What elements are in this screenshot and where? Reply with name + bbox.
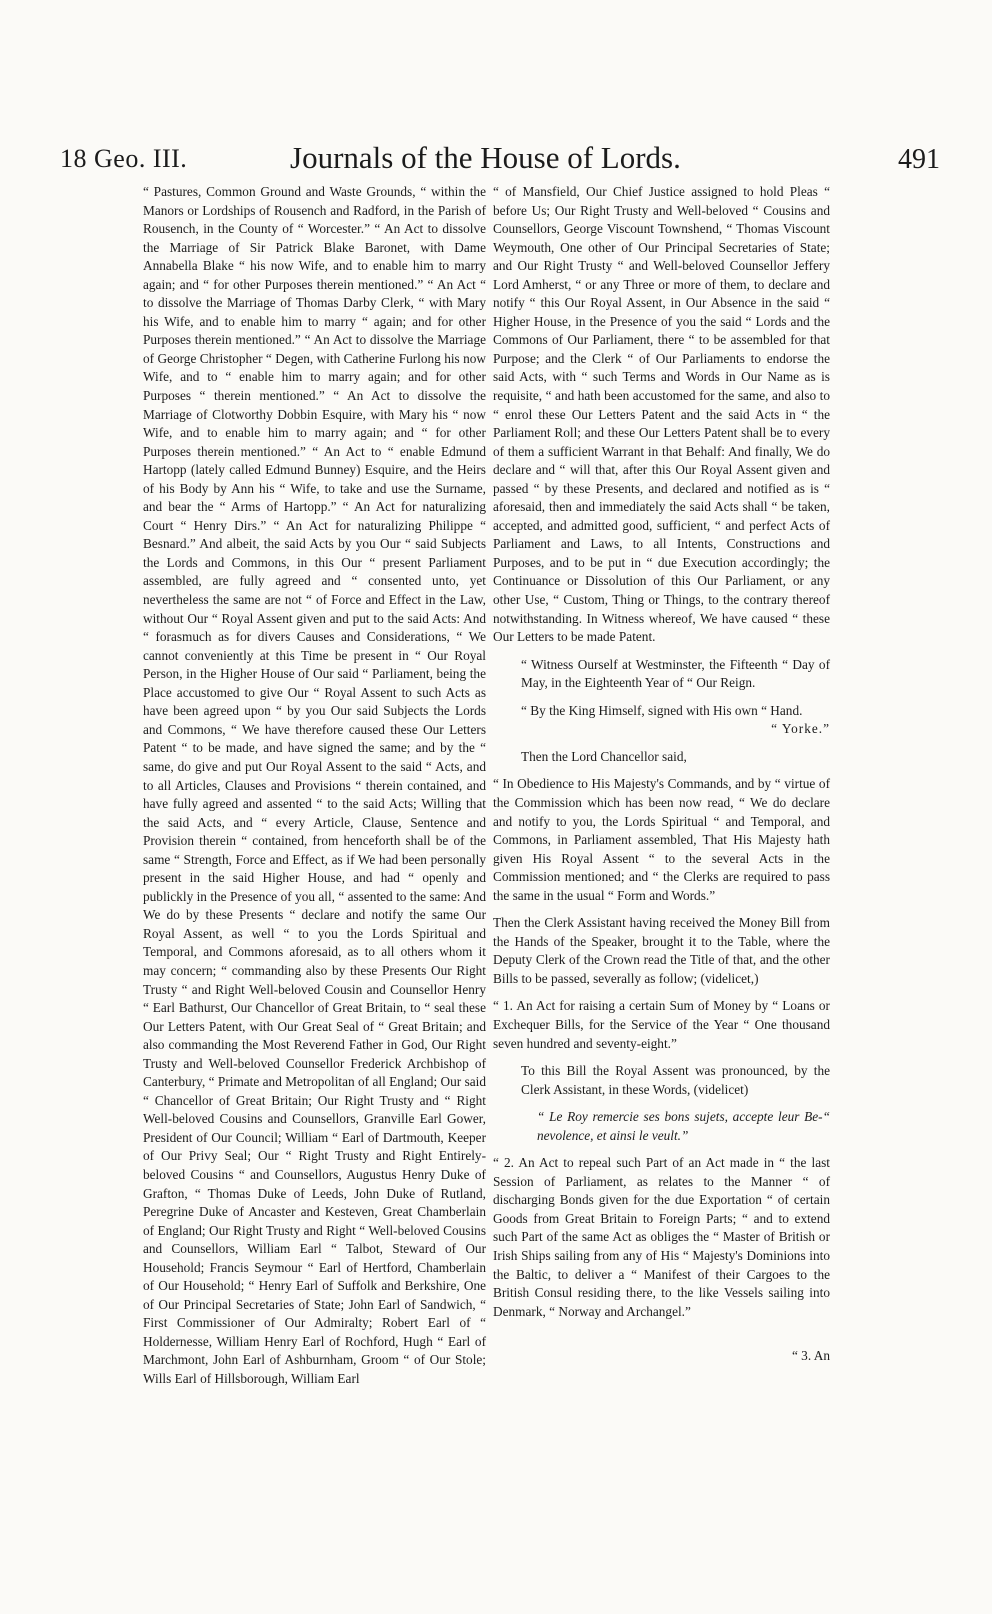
chancellor-said: Then the Lord Chancellor said, bbox=[521, 748, 687, 764]
le-roy-formula: “ Le Roy remercie ses bons sujets, accepte leur Be-“ nevolence, et ainsi le veult.” bbox=[537, 1109, 830, 1143]
page-header bbox=[60, 140, 940, 180]
signature-yorke: “ Yorke.” bbox=[771, 721, 830, 737]
act-2-title: “ 2. An Act to repeal such Part of an Act made in “ the last Session of Parliament, as relates to the Manner “ of discharging Bonds given for the due Exportation “ of certain Goods from Great Britain to Foreign Parts; “ and to extend such Part of the same Act as obliges the “ Master of British or Irish Ships sailing from any of His “ Majesty's Dominions into the Baltic, to deliver a “ Manifest of their Cargoes to the British Consul residing there, to the like Vessels sailing into Denmark, “ Norway and Archangel.” bbox=[493, 1155, 830, 1319]
page-number: 491 bbox=[898, 144, 940, 175]
chancellor-declaration: “ In Obedience to His Majesty's Commands, and by “ virtue of the Commission which has been now read, “ We do declare and notify to you, the Lords Spiritual “ and Temporal, and Commons, in Parliament assembled, That His Majesty hath given His Royal Assent “ to the several Acts in the Commission mentioned; and “ the Clerks are required to pass the same in the usual “ Form and Words.” bbox=[493, 776, 830, 903]
letters-patent-continuation: “ of Mansfield, Our Chief Justice assigned to hold Pleas “ before Us; Our Right Trusty and Well-beloved “ Cousins and Counsellors, George Viscount Townshend, “ Thomas Viscount Weymouth, One other of Our Principal Secretaries of State; and Our Right Trusty “ and Well-beloved Counsellor Jeffery Lord Amherst, “ or any Three or more of them, to declare and notify “ this Our Royal Assent, in Our Absence in the said “ Higher House, in the Presence of you the said “ Lords and the Commons of Our Parliament, there “ to be assembled for that Purpose; and the Clerk “ of Our Parliaments to endorse the said Acts, with “ such Terms and Words in Our Name as is requisite, “ and hath been accustomed for the same, and also to “ enrol these Our Letters Patent and the said Acts in “ the Parliament Roll; and these Our Letters Patent shall be to every of them a sufficient Warrant in that Behalf: And finally, We do declare and “ will that, after this Our Royal Assent given and passed “ by these Presents, and declared and notified as is “ aforesaid, then and immediately the said Acts shall “ be taken, accepted, and admitted good, sufficient, “ and perfect Acts of Parliament and Laws, to all Intents, Constructions and Purposes, and to be put in “ due Execution accordingly; the Continuance or Dissolution of this Our Parliament, or any other Use, “ Custom, Thing or Things, to the contrary thereof notwithstanding. In Witness whereof, We have caused “ these Our Letters to be made Patent. bbox=[493, 184, 830, 645]
by-the-king: “ By the King Himself, signed with His own “ Hand. bbox=[521, 702, 803, 718]
right-column bbox=[493, 183, 830, 1366]
letters-patent-text: “ Pastures, Common Ground and Waste Grounds, “ within the Manors or Lordships of Rousench and Radford, in the Parish of Rousench, in the County of “ Worcester.” “ An Act to dissolve the Marriage of Sir Patrick Blake Baronet, with Dame Annabella Blake “ his now Wife, and to enable him to marry again; and “ for other Purposes therein mentioned.” “ An Act “ to dissolve the Marriage of Thomas Darby Clerk, “ with Mary his Wife, and to enable him to marry “ again; and for other Purposes therein mentioned.” “ An Act to dissolve the Marriage of George Christopher “ Degen, with Catherine Furlong his now Wife, and to “ enable him to marry again; and for other Purposes “ therein mentioned.” “ An Act to dissolve the Marriage of Clotworthy Dobbin Esquire, with Mary his “ now Wife, and to enable him to marry again; and “ for other Purposes therein mentioned.” “ An Act to “ enable Edmund Hartopp (lately called Edmund Bunney) Esquire, and the Heirs of his Body by Ann his “ Wife, to take and use the Surname, and bear the “ Arms of Hartopp.” “ An Act for naturalizing Court “ Henry Dirs.” “ An Act for naturalizing Philippe “ Besnard.” And albeit, the said Acts by you Our “ said Subjects the Lords and Commons, in this Our “ present Parliament assembled, are fully agreed and “ consented unto, yet nevertheless the same are not “ of Force and Effect in the Law, without Our “ Royal Assent given and put to the said Acts: And “ forasmuch as for divers Causes and Considerations, “ We cannot conveniently at this Time be present in “ Our Royal Person, in the Higher House of Our said “ Parliament, being the Place accustomed to give Our “ Royal Assent to such Acts as have been agreed upon “ by you Our said Subjects the Lords and Commons, “ We have therefore caused these Our Letters Patent “ to be made, and have signed the same; and by the “ same, do give and put Our Royal Assent to the said “ Acts, and to all Articles, Clauses and Provisions “ therein contained, and have fully agreed and assented “ to the said Acts; Willing that the said Acts, and “ every Article, Clause, Sentence and Provision therein “ contained, from henceforth shall be of the same “ Strength, Force and Effect, as if We had been personally present in the said Higher House, and had “ openly and publickly in the Presence of you all, “ assented to the same: And We do by these Presents “ declare and notify the same Our Royal Assent, as well “ to you the Lords Spiritual and Temporal, and Commons aforesaid, as to all others whom it may concern; “ commanding also by these Presents Our Right Trusty “ and Right Well-beloved Cousin and Counsellor Henry “ Earl Bathurst, Our Chancellor of Great Britain, to “ seal these Our Letters Patent, with Our Great Seal of “ Great Britain; and also commanding the Most Reverend Father in God, Our Right Trusty and Well-beloved Counsellor Frederick Archbishop of Canterbury, “ Primate and Metropolitan of all England; Our said “ Chancellor of Great Britain; Our Right Trusty and “ Right Well-beloved Cousins and Counsellors, Granville Earl Gower, President of Our Council; William “ Earl of Dartmouth, Keeper of Our Privy Seal; Our “ Right Trusty and Right Entirely-beloved Cousins “ and Counsellors, Augustus Henry Duke of Grafton, “ Thomas Duke of Leeds, John Duke of Rutland, Peregrine Duke of Ancaster and Kesteven, Great Chamberlain of England; Our Right Trusty and Right “ Well-beloved Cousins and Counsellors, William Earl “ Talbot, Steward of Our Household; Francis Seymour “ Earl of Hertford, Chamberlain of Our Household; “ Henry Earl of Suffolk and Berkshire, One of Our Principal Secretaries of State; John Earl of Sandwich, “ First Commissioner of Our Admiralty; Robert Earl of “ Holdernesse, William Henry Earl of Rochford, Hugh “ Earl of Marchmont, John Earl of Ashburnham, Groom “ of Our Stole; Wills Earl of Hillsborough, William Earl bbox=[143, 184, 486, 1386]
catchword: “ 3. An bbox=[791, 1348, 830, 1364]
royal-assent-paragraph: To this Bill the Royal Assent was pronounced, by the Clerk Assistant, in these Words, (videlicet) bbox=[521, 1063, 830, 1097]
clerk-assistant-paragraph: Then the Clerk Assistant having received the Money Bill from the Hands of the Speaker, brought it to the Table, where the Deputy Clerk of the Crown read the Title of that, and the other Bills to be passed, severally as follow; (videlicet,) bbox=[493, 915, 830, 986]
journal-title: Journals of the House of Lords. bbox=[290, 140, 681, 175]
witness-clause: “ Witness Ourself at Westminster, the Fifteenth “ Day of May, in the Eighteenth Year of “ Our Reign. bbox=[521, 656, 830, 691]
act-1-title: “ 1. An Act for raising a certain Sum of Money by “ Loans or Exchequer Bills, for the Service of the Year “ One thousand seven hundred and seventy-eight.” bbox=[493, 998, 830, 1051]
left-column bbox=[143, 183, 486, 1389]
session-label: 18 Geo. III. bbox=[60, 144, 188, 173]
